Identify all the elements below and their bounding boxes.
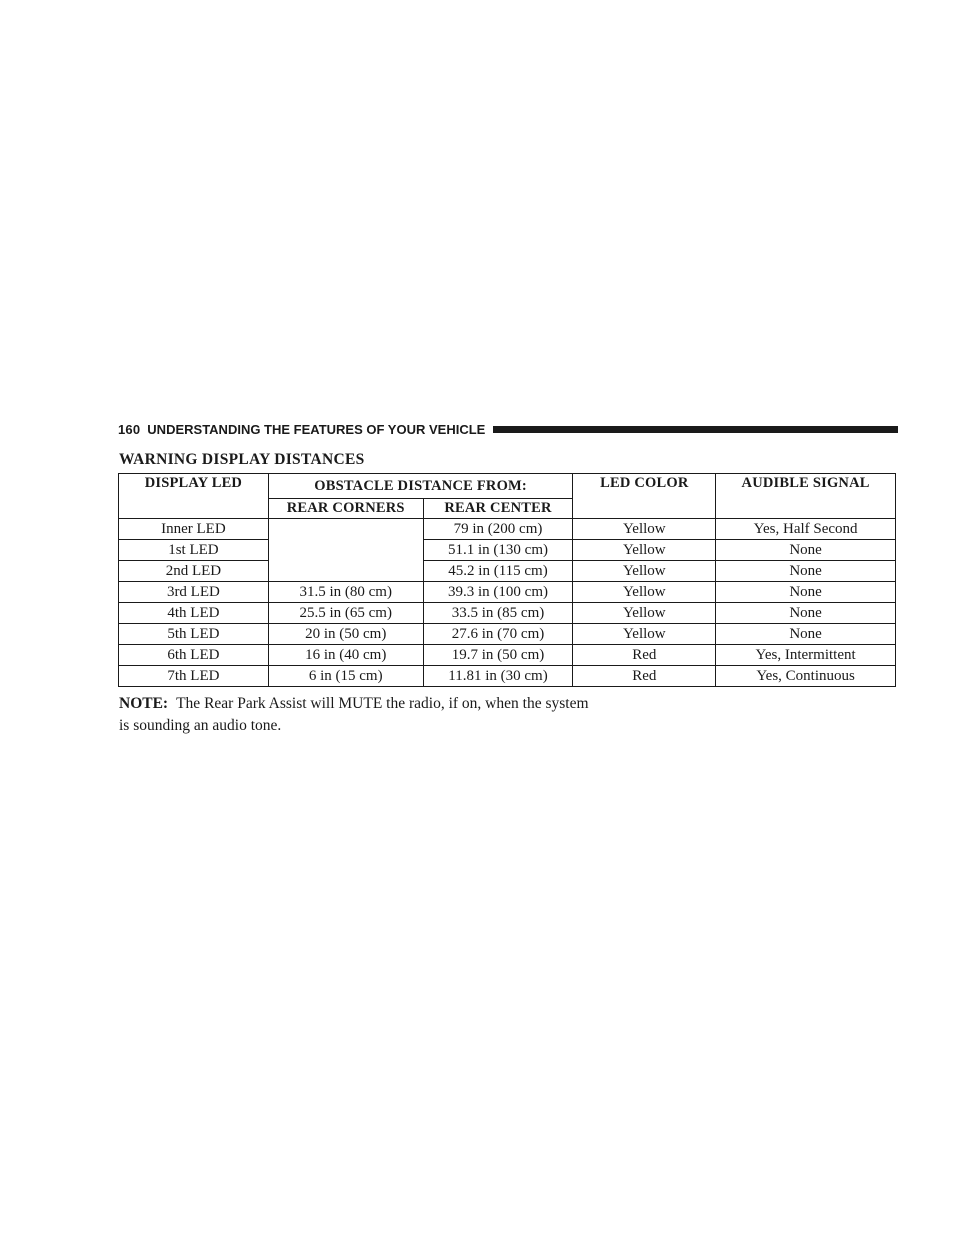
cell-audible-signal: None: [716, 624, 896, 645]
cell-rear-corners-empty: [268, 519, 423, 582]
table-header-row: [119, 474, 896, 499]
header-rear-corners: REAR CORNERS: [268, 499, 423, 519]
cell-rear-center: 51.1 in (130 cm): [423, 540, 573, 561]
page-number: 160: [118, 421, 141, 437]
header-rear-center: REAR CENTER: [423, 499, 573, 519]
cell-display-led: 2nd LED: [119, 561, 269, 582]
note-paragraph: [119, 693, 589, 737]
cell-display-led: 5th LED: [119, 624, 269, 645]
cell-audible-signal: None: [716, 582, 896, 603]
cell-rear-center: 27.6 in (70 cm): [423, 624, 573, 645]
header-obstacle-distance: OBSTACLE DISTANCE FROM:: [268, 474, 573, 499]
table-row: [119, 519, 896, 540]
section-title: WARNING DISPLAY DISTANCES: [119, 451, 365, 468]
cell-led-color: Yellow: [573, 582, 716, 603]
cell-display-led: 6th LED: [119, 645, 269, 666]
cell-led-color: Yellow: [573, 540, 716, 561]
warning-distances-table: [118, 473, 896, 687]
running-head-title: UNDERSTANDING THE FEATURES OF YOUR VEHICLE: [147, 421, 486, 437]
cell-audible-signal: None: [716, 561, 896, 582]
table-row: [119, 582, 896, 603]
header-led-color: LED COLOR: [573, 474, 716, 519]
cell-led-color: Red: [573, 666, 716, 687]
cell-display-led: 4th LED: [119, 603, 269, 624]
cell-led-color: Yellow: [573, 561, 716, 582]
cell-audible-signal: None: [716, 603, 896, 624]
cell-rear-center: 19.7 in (50 cm): [423, 645, 573, 666]
running-header: [118, 420, 898, 438]
cell-audible-signal: Yes, Half Second: [716, 519, 896, 540]
note-text: The Rear Park Assist will MUTE the radio, if on, when the system is sounding an audio tone.: [119, 695, 589, 734]
cell-rear-corners: 16 in (40 cm): [268, 645, 423, 666]
table-row: [119, 603, 896, 624]
cell-rear-center: 33.5 in (85 cm): [423, 603, 573, 624]
cell-rear-corners: 31.5 in (80 cm): [268, 582, 423, 603]
cell-rear-center: 45.2 in (115 cm): [423, 561, 573, 582]
cell-led-color: Yellow: [573, 624, 716, 645]
cell-rear-corners: 20 in (50 cm): [268, 624, 423, 645]
header-display-led: DISPLAY LED: [119, 474, 269, 519]
cell-led-color: Yellow: [573, 519, 716, 540]
cell-audible-signal: Yes, Intermittent: [716, 645, 896, 666]
cell-rear-corners: 6 in (15 cm): [268, 666, 423, 687]
cell-audible-signal: None: [716, 540, 896, 561]
table-row: [119, 645, 896, 666]
cell-display-led: 1st LED: [119, 540, 269, 561]
table-row: [119, 624, 896, 645]
table-row: [119, 666, 896, 687]
cell-audible-signal: Yes, Continuous: [716, 666, 896, 687]
table-row: [119, 540, 896, 561]
header-audible-signal: AUDIBLE SIGNAL: [716, 474, 896, 519]
cell-led-color: Red: [573, 645, 716, 666]
table-row: [119, 561, 896, 582]
cell-display-led: 3rd LED: [119, 582, 269, 603]
cell-rear-center: 79 in (200 cm): [423, 519, 573, 540]
cell-display-led: Inner LED: [119, 519, 269, 540]
cell-rear-corners: 25.5 in (65 cm): [268, 603, 423, 624]
cell-rear-center: 11.81 in (30 cm): [423, 666, 573, 687]
cell-display-led: 7th LED: [119, 666, 269, 687]
note-label: NOTE:: [119, 695, 169, 712]
cell-led-color: Yellow: [573, 603, 716, 624]
cell-rear-center: 39.3 in (100 cm): [423, 582, 573, 603]
header-rule: [493, 426, 898, 433]
